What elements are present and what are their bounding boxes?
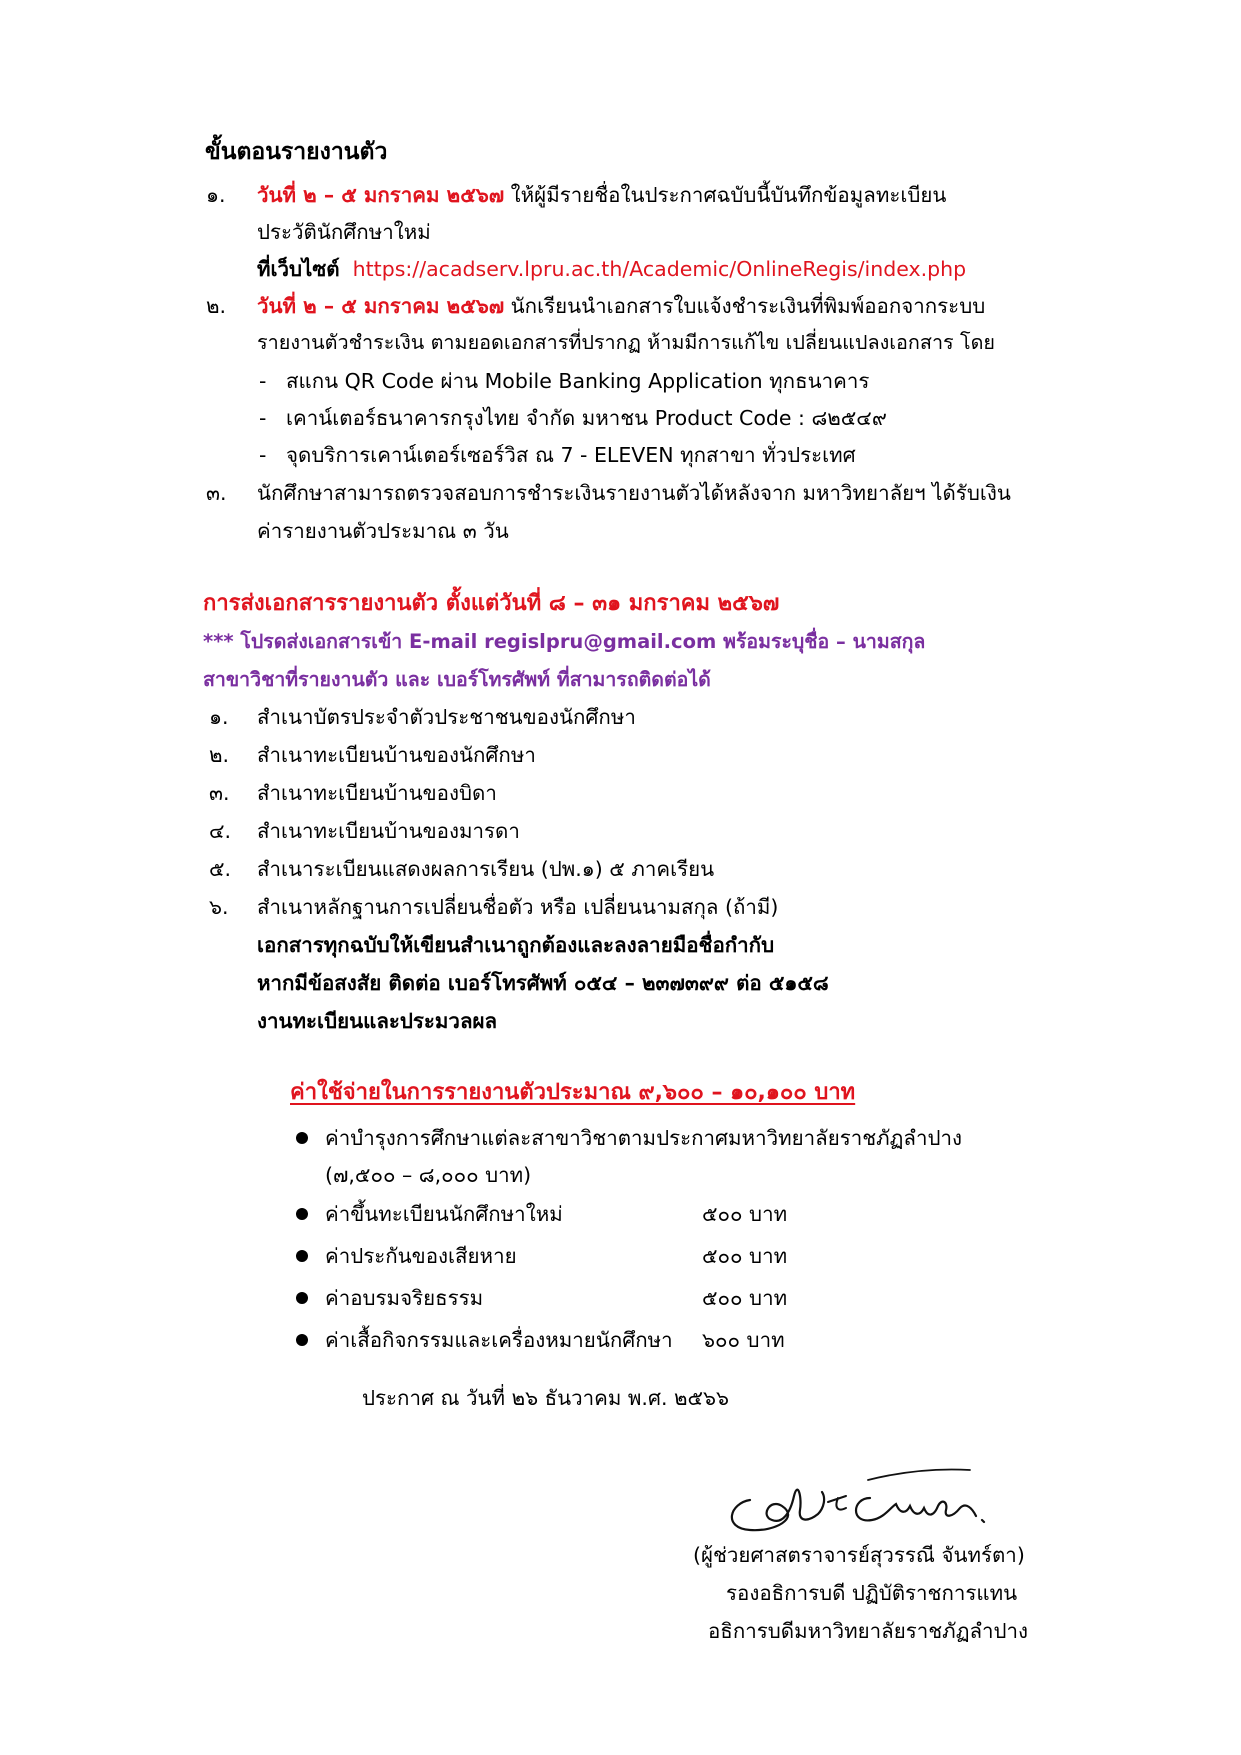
website-label: ที่เว็บไซต์ xyxy=(257,257,340,281)
step1-line1 xyxy=(257,180,946,210)
cost-item-label: ค่าเสื้อกิจกรรมและเครื่องหมายนักศึกษา xyxy=(325,1328,673,1352)
documents-heading: การส่งเอกสารรายงานตัว ตั้งแต่วันที่ ๘ – ๓๑ มกราคม ๒๕๖๗ xyxy=(203,591,780,616)
cost-item-value: ๕๐๐ บาท xyxy=(702,1286,788,1310)
website-link[interactable]: https://acadserv.lpru.ac.th/Academic/OnlineRegis/index.php xyxy=(352,257,967,281)
signatory-position: อธิการบดีมหาวิทยาลัยราชภัฏลำปาง xyxy=(708,1619,1029,1643)
bullet-icon xyxy=(296,1132,308,1144)
cost-item-label: ค่าประกันของเสียหาย xyxy=(325,1244,517,1268)
document-number: ๖. xyxy=(209,895,229,919)
payment-method: เคาน์เตอร์ธนาคารกรุงไทย จำกัด มหาชน Product Code : ๘๒๕๔๙ xyxy=(286,406,887,430)
step1-line2: ประวัตินักศึกษาใหม่ xyxy=(257,220,431,244)
list-dash: - xyxy=(259,369,267,393)
document-number: ๒. xyxy=(209,743,230,767)
step-number: ๒. xyxy=(206,294,227,318)
document-item: สำเนาทะเบียนบ้านของมารดา xyxy=(257,819,520,843)
cost-item-label: ค่าขึ้นทะเบียนนักศึกษาใหม่ xyxy=(325,1202,563,1226)
email-instruction: *** โปรดส่งเอกสารเข้า E-mail regislpru@gmail.com พร้อมระบุชื่อ – นามสกุล xyxy=(203,630,926,653)
document-note: เอกสารทุกฉบับให้เขียนสำเนาถูกต้องและลงลายมือชื่อกำกับ xyxy=(257,933,775,957)
cost-item-label: ค่าบำรุงการศึกษาแต่ละสาขาวิชาตามประกาศมหาวิทยาลัยราชภัฏลำปาง xyxy=(325,1126,963,1150)
signature-image xyxy=(720,1458,1010,1548)
document-item: สำเนาทะเบียนบ้านของบิดา xyxy=(257,781,497,805)
list-dash: - xyxy=(259,406,267,430)
email-instruction-line2: สาขาวิชาที่รายงานตัว และ เบอร์โทรศัพท์ ที่สามารถติดต่อได้ xyxy=(203,668,711,691)
payment-method: สแกน QR Code ผ่าน Mobile Banking Application ทุกธนาคาร xyxy=(286,369,870,393)
announcement-date: ประกาศ ณ วันที่ ๒๖ ธันวาคม พ.ศ. ๒๕๖๖ xyxy=(362,1386,730,1410)
cost-item-label: ค่าอบรมจริยธรรม xyxy=(325,1286,484,1310)
document-number: ๔. xyxy=(209,819,232,843)
step2-date: วันที่ ๒ – ๕ มกราคม ๒๕๖๗ xyxy=(257,294,505,318)
step-number: ๓. xyxy=(206,481,227,505)
bullet-icon xyxy=(296,1208,308,1220)
contact-note: หากมีข้อสงสัย ติดต่อ เบอร์โทรศัพท์ ๐๕๔ – ๒๓๗๓๙๙ ต่อ ๕๑๕๘ xyxy=(257,971,829,995)
step1-text: ให้ผู้มีรายชื่อในประกาศฉบับนี้บันทึกข้อมูลทะเบียน xyxy=(504,183,947,207)
bullet-icon xyxy=(296,1334,308,1346)
document-number: ๑. xyxy=(209,705,229,729)
step1-date: วันที่ ๒ – ๕ มกราคม ๒๕๖๗ xyxy=(257,183,505,207)
document-item: สำเนาทะเบียนบ้านของนักศึกษา xyxy=(257,743,536,767)
costs-heading: ค่าใช้จ่ายในการรายงานตัวประมาณ ๙,๖๐๐ – ๑๐,๑๐๐ บาท xyxy=(290,1080,856,1105)
step-number: ๑. xyxy=(206,183,226,207)
office-note: งานทะเบียนและประมวลผล xyxy=(257,1009,498,1033)
list-dash: - xyxy=(259,443,267,467)
document-number: ๕. xyxy=(209,857,232,881)
document-item: สำเนาระเบียนแสดงผลการเรียน (ปพ.๑) ๕ ภาคเรียน xyxy=(257,857,715,881)
cost-item-value: ๖๐๐ บาท xyxy=(702,1328,785,1352)
cost-item-value: ๕๐๐ บาท xyxy=(702,1202,788,1226)
step3-line1: นักศึกษาสามารถตรวจสอบการชำระเงินรายงานตัวได้หลังจาก มหาวิทยาลัยฯ ได้รับเงิน xyxy=(257,481,1011,505)
step2-line1 xyxy=(257,291,985,321)
step2-text: นักเรียนนำเอกสารใบแจ้งชำระเงินที่พิมพ์ออกจากระบบ xyxy=(504,294,986,318)
document-number: ๓. xyxy=(209,781,230,805)
cost-item-value: ๕๐๐ บาท xyxy=(702,1244,788,1268)
step3-line2: ค่ารายงานตัวประมาณ ๓ วัน xyxy=(257,519,509,543)
signatory-position: รองอธิการบดี ปฏิบัติราชการแทน xyxy=(726,1581,1018,1605)
payment-method: จุดบริการเคาน์เตอร์เซอร์วิส ณ 7 - ELEVEN ทุกสาขา ทั่วประเทศ xyxy=(286,443,856,467)
procedure-heading: ขั้นตอนรายงานตัว xyxy=(205,139,388,165)
step2-line2: รายงานตัวชำระเงิน ตามยอดเอกสารที่ปรากฏ ห้ามมีการแก้ไข เปลี่ยนแปลงเอกสาร โดย xyxy=(257,331,996,354)
step1-website xyxy=(257,254,966,284)
bullet-icon xyxy=(296,1292,308,1304)
document-item: สำเนาหลักฐานการเปลี่ยนชื่อตัว หรือ เปลี่ยนนามสกุล (ถ้ามี) xyxy=(257,895,779,919)
signatory-name: (ผู้ช่วยศาสตราจารย์สุวรรณี จันทร์ตา) xyxy=(693,1543,1025,1567)
cost-item-sub: (๗,๕๐๐ – ๘,๐๐๐ บาท) xyxy=(325,1163,532,1187)
bullet-icon xyxy=(296,1250,308,1262)
document-item: สำเนาบัตรประจำตัวประชาชนของนักศึกษา xyxy=(257,705,636,729)
